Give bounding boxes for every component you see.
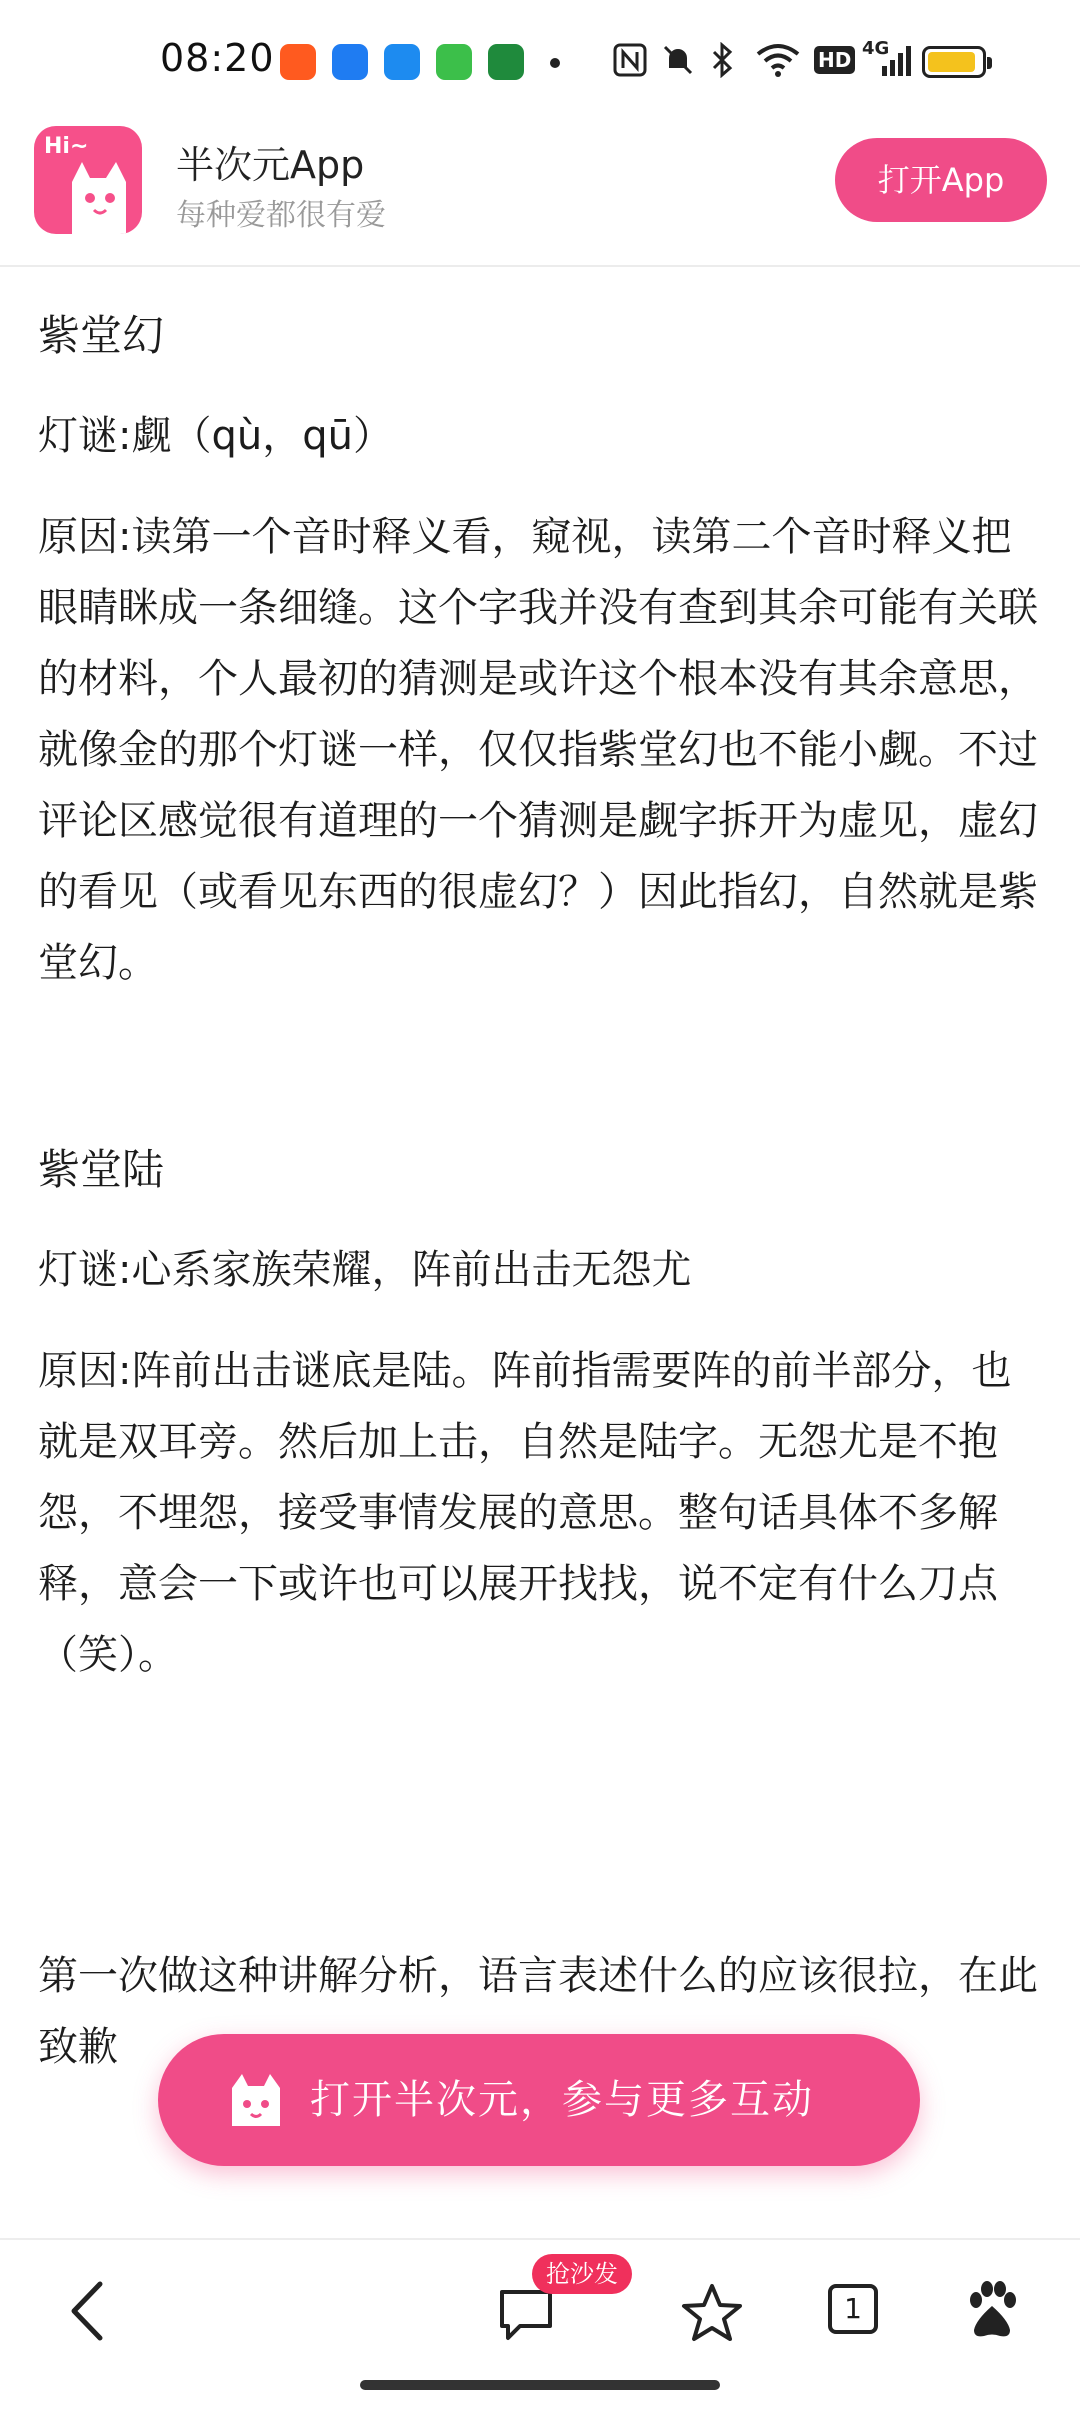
bluetooth-icon	[706, 42, 738, 78]
status-time: 08:20	[160, 36, 275, 80]
tabs-count: 1	[844, 2292, 862, 2325]
oppo-icon	[488, 44, 524, 80]
signal-icon	[880, 42, 912, 78]
alipay-icon	[384, 44, 420, 80]
trailing-paragraph: 第一次做这种讲解分析，语言表述什么的应该很拉，在此致歉	[38, 1953, 1038, 2070]
home-indicator[interactable]	[360, 2380, 720, 2390]
app-name: 半次元App	[176, 143, 365, 187]
mute-icon	[660, 42, 696, 78]
baidu-paw-icon[interactable]	[964, 2280, 1020, 2340]
app-download-banner	[0, 120, 1080, 267]
reason-paragraph: 原因:读第一个音时释义看，窥视，读第二个音时释义把眼睛眯成一条细缝。这个字我并没有查到其余可能有关联的材料，个人最初的猜测是或许这个根本没有其余意思，就像金的那个灯谜一样，仅仅指紫堂幻也不能小觑。不过评论区感觉很有道理的一个猜测是觑字拆开为虚见，虚幻的看见（或看见东西的很虚幻？）因此指幻，自然就是紫堂幻。	[38, 514, 1038, 986]
battery-icon	[922, 46, 986, 78]
status-bar	[0, 0, 1080, 120]
section-heading: 紫堂幻	[38, 311, 165, 360]
notification-dot-icon	[550, 58, 560, 68]
riddle-text: 灯谜:心系家族荣耀，阵前出击无怨尤	[38, 1247, 692, 1293]
open-app-cta-button[interactable]	[158, 2034, 920, 2166]
riddle-text: 灯谜:觑（qù，qū）	[38, 413, 393, 459]
app-logo[interactable]	[34, 126, 142, 234]
taobao-icon	[280, 44, 316, 80]
star-icon[interactable]	[680, 2282, 744, 2344]
hd-label: HD	[814, 46, 855, 74]
app-slogan: 每种爱都很有爱	[176, 198, 386, 233]
open-app-button[interactable]: 打开App	[835, 138, 1047, 222]
section-heading: 紫堂陆	[38, 1145, 165, 1194]
comment-badge: 抢沙发	[532, 2254, 632, 2294]
nfc-icon	[612, 42, 648, 78]
logo-text: Hi~	[44, 134, 89, 159]
shield-icon	[332, 44, 368, 80]
cat-face-icon	[228, 2072, 284, 2128]
app-green-icon	[436, 44, 472, 80]
tabs-button[interactable]	[828, 2284, 878, 2334]
article-body	[38, 300, 1048, 2083]
cta-label: 打开半次元，参与更多互动	[310, 2077, 814, 2123]
reason-paragraph: 原因:阵前出击谜底是陆。阵前指需要阵的前半部分，也就是双耳旁。然后加上击，自然是陆字。无怨尤是不抱怨，不埋怨，接受事情发展的意思。整句话具体不多解释，意会一下或许也可以展开找找，说不定有什么刀点（笑）。	[38, 1348, 1012, 1678]
network-type-label: 4G	[862, 38, 890, 59]
wifi-icon	[756, 42, 800, 78]
back-arrow-icon[interactable]	[64, 2276, 114, 2346]
